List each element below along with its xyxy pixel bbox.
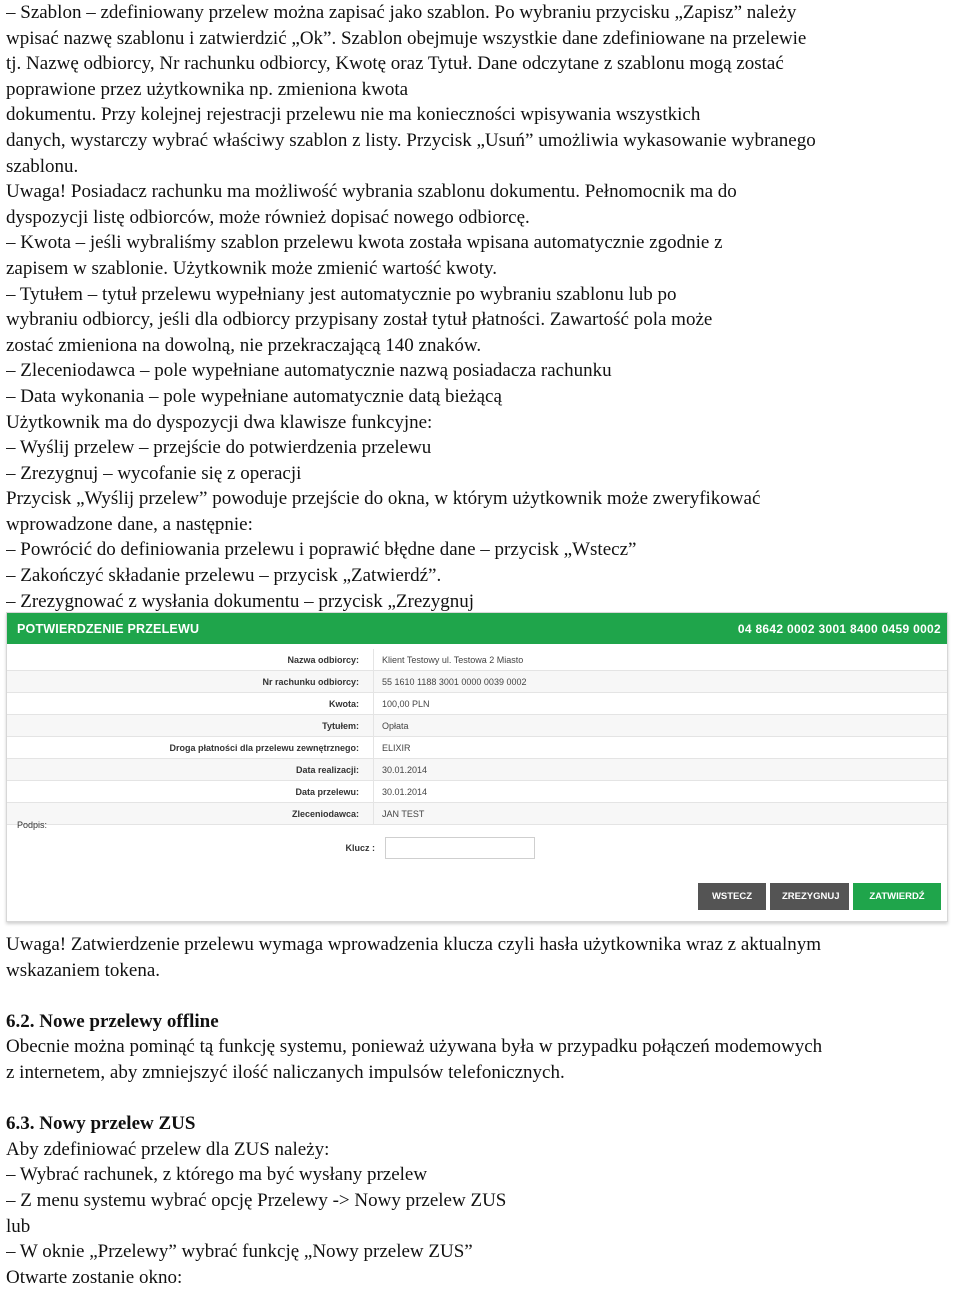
text-line: Otwarte zostanie okno:: [6, 1266, 183, 1288]
blank-line: [6, 1086, 956, 1112]
cancel-button[interactable]: ZREZYGNUJ: [770, 883, 849, 910]
text-line: dokumentu. Przy kolejnej rejestracji przelewu nie ma konieczności wpisywania wszystkich: [6, 104, 701, 126]
detail-value: 100,00 PLN: [373, 693, 947, 714]
key-input[interactable]: [385, 837, 535, 859]
text-line: – Zleceniodawca – pole wypełniane automatycznie nazwą posiadacza rachunku: [6, 360, 612, 382]
account-number: 04 8642 0002 3001 8400 0459 0002: [737, 621, 941, 636]
detail-row: [7, 715, 947, 737]
detail-value: 30.01.2014: [373, 759, 947, 780]
key-row: [7, 834, 947, 862]
detail-row: [7, 649, 947, 671]
intro-text: [6, 0, 956, 614]
text-line: – Wybrać rachunek, z którego ma być wysłany przelew: [6, 1164, 428, 1186]
section-heading: 6.2. Nowe przelewy offline: [6, 1010, 219, 1032]
text-line: z internetem, aby zmniejszyć ilość naliczanych impulsów telefonicznych.: [6, 1061, 565, 1083]
panel-title: POTWIERDZENIE PRZELEWU: [17, 621, 200, 636]
signature-label: Podpis:: [17, 820, 48, 830]
detail-value: 30.01.2014: [373, 781, 947, 802]
detail-row: [7, 803, 947, 825]
confirmation-panel: [6, 612, 948, 922]
detail-row: [7, 759, 947, 781]
text-line: Uwaga! Posiadacz rachunku ma możliwość wybrania szablonu dokumentu. Pełnomocnik ma do: [6, 181, 737, 203]
text-line: – Zakończyć składanie przelewu – przycisk „Zatwierdź”.: [6, 565, 442, 587]
detail-value: ELIXIR: [373, 737, 947, 758]
text-line: – Szablon – zdefiniowany przelew można zapisać jako szablon. Po wybraniu przycisku „Zapisz” należy: [6, 2, 797, 23]
detail-label: Tytułem:: [322, 720, 359, 731]
details-table: [7, 649, 947, 825]
panel-header: [7, 613, 947, 644]
blank-line: [6, 983, 956, 1009]
text-line: Uwaga! Zatwierdzenie przelewu wymaga wprowadzenia klucza czyli hasła użytkownika wraz z aktualnym: [6, 934, 822, 955]
text-line: danych, wystarczy wybrać właściwy szablon z listy. Przycisk „Usuń” umożliwia wykasowanie wybranego: [6, 129, 816, 151]
detail-label: Kwota:: [329, 698, 359, 709]
detail-label: Nr rachunku odbiorcy:: [262, 676, 359, 687]
text-line: – Z menu systemu wybrać opcję Przelewy -> Nowy przelew ZUS: [6, 1189, 507, 1211]
text-line: Przycisk „Wyślij przelew” powoduje przejście do okna, w którym użytkownik może zweryfikować: [6, 488, 761, 510]
detail-label: Droga płatności dla przelewu zewnętrznego:: [169, 742, 359, 753]
detail-label: Data realizacji:: [295, 764, 359, 775]
text-line: Obecnie można pominąć tą funkcję systemu, ponieważ używana była w przypadku połączeń modemowych: [6, 1036, 823, 1058]
detail-value: 55 1610 1188 3001 0000 0039 0002: [373, 671, 947, 692]
back-button[interactable]: WSTECZ: [698, 883, 766, 910]
text-line: – Wyślij przelew – przejście do potwierdzenia przelewu: [6, 437, 432, 459]
text-line: wprowadzone dane, a następnie:: [6, 513, 253, 535]
text-line: – Powrócić do definiowania przelewu i poprawić błędne dane – przycisk „Wstecz”: [6, 539, 637, 561]
detail-value: Opłata: [373, 715, 947, 736]
panel-buttons: [698, 883, 941, 910]
text-line: wskazaniem tokena.: [6, 959, 161, 981]
detail-row: [7, 693, 947, 715]
text-line: Użytkownik ma do dyspozycji dwa klawisze funkcyjne:: [6, 411, 433, 433]
text-line: zostać zmieniona na dowolną, nie przekraczającą 140 znaków.: [6, 334, 482, 356]
detail-value: Klient Testowy ul. Testowa 2 Miasto: [373, 649, 947, 670]
text-line: tj. Nazwę odbiorcy, Nr rachunku odbiorcy, Kwotę oraz Tytuł. Dane odczytane z szablonu mogą zostać: [6, 53, 784, 75]
text-line: Aby zdefiniować przelew dla ZUS należy:: [6, 1138, 330, 1160]
text-line: wpisać nazwę szablonu i zatwierdzić „Ok”. Szablon obejmuje wszystkie dane zdefiniowane na przelewie: [6, 27, 807, 49]
text-line: – Zrezygnuj – wycofanie się z operacji: [6, 462, 302, 484]
text-line: szablonu.: [6, 155, 79, 177]
text-line: – Kwota – jeśli wybraliśmy szablon przelewu kwota została wpisana automatycznie zgodnie z: [6, 232, 723, 254]
detail-label: Data przelewu:: [295, 786, 359, 797]
key-label: Klucz :: [345, 843, 375, 853]
section-heading: 6.3. Nowy przelew ZUS: [6, 1113, 196, 1135]
after-text: [6, 932, 956, 1290]
detail-row: [7, 671, 947, 693]
detail-value: JAN TEST: [373, 803, 947, 824]
text-line: – Tytułem – tytuł przelewu wypełniany jest automatycznie po wybraniu szablonu lub po: [6, 283, 677, 305]
text-line: lub: [6, 1215, 31, 1237]
detail-row: [7, 781, 947, 803]
text-line: – Data wykonania – pole wypełniane automatycznie datą bieżącą: [6, 385, 502, 407]
text-line: wybraniu odbiorcy, jeśli dla odbiorcy przypisany został tytuł płatności. Zawartość pola może: [6, 309, 713, 331]
confirm-button[interactable]: ZATWIERDŹ: [853, 883, 941, 910]
text-line: dyspozycji listę odbiorców, może również dopisać nowego odbiorcę.: [6, 206, 530, 228]
text-line: – Zrezygnować z wysłania dokumentu – przycisk „Zrezygnuj: [6, 590, 474, 612]
text-line: – W oknie „Przelewy” wybrać funkcję „Nowy przelew ZUS”: [6, 1241, 473, 1263]
detail-label: Nazwa odbiorcy:: [287, 654, 359, 665]
detail-row: [7, 737, 947, 759]
detail-label: Zleceniodawca:: [291, 808, 359, 819]
text-line: poprawione przez użytkownika np. zmieniona kwota: [6, 78, 409, 100]
text-line: zapisem w szablonie. Użytkownik może zmienić wartość kwoty.: [6, 257, 498, 279]
